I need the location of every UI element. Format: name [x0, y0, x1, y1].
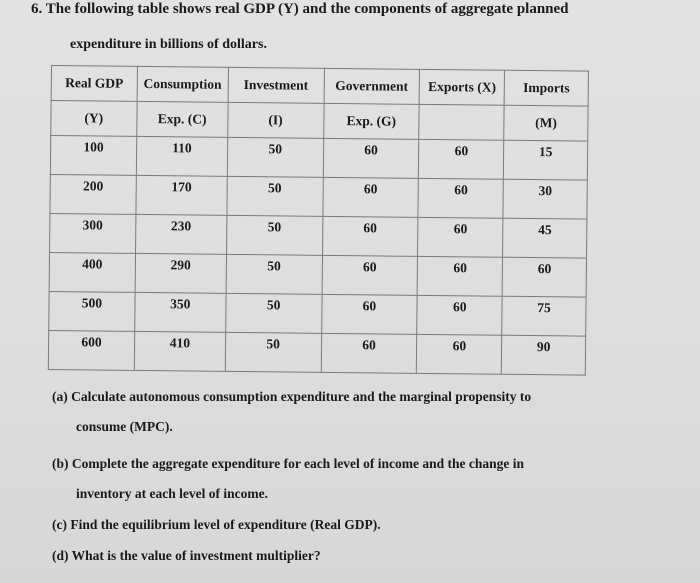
table-row — [50, 174, 587, 219]
cell-consumption: 410 — [134, 331, 225, 371]
table-row — [48, 330, 585, 375]
cell-imports: 45 — [503, 218, 587, 258]
cell-gdp: 300 — [50, 213, 136, 253]
cell-investment: 50 — [225, 293, 321, 333]
cell-imports: 90 — [502, 335, 586, 375]
part-b-line1: (b) Complete the aggregate expenditure for each level of income and the change in — [52, 456, 525, 471]
header-exports: Exports (X) — [419, 69, 504, 105]
cell-consumption: 170 — [136, 175, 227, 215]
header-imports: Imports — [504, 70, 588, 106]
part-a-line2: consume (MPC). — [76, 419, 173, 434]
cell-government: 60 — [322, 177, 418, 217]
table-row — [49, 252, 586, 297]
question-title-continued: expenditure in billions of dollars. — [70, 37, 267, 52]
question-title: 6. The following table shows real GDP (Y) and the components of aggregate planned — [31, 1, 569, 17]
cell-government: 60 — [322, 216, 418, 256]
cell-consumption: 350 — [135, 292, 226, 332]
table-row — [49, 291, 586, 336]
cell-gdp: 200 — [50, 174, 136, 214]
table-row — [50, 213, 587, 258]
cell-gdp: 500 — [49, 291, 135, 331]
cell-investment: 50 — [225, 332, 321, 372]
cell-gdp: 100 — [50, 136, 136, 176]
cell-exports: 60 — [418, 178, 503, 218]
cell-exports: 60 — [419, 139, 504, 179]
cell-exports: 60 — [417, 256, 502, 296]
part-c: (c) Find the equilibrium level of expenditure (Real GDP). — [52, 517, 381, 532]
header-sub-y: (Y) — [51, 101, 137, 137]
cell-imports: 75 — [502, 296, 586, 336]
cell-imports: 60 — [502, 257, 586, 297]
header-sub-g: Exp. (G) — [323, 103, 419, 139]
cell-investment: 50 — [226, 215, 322, 255]
part-a-line1: (a) Calculate autonomous consumption expenditure and the marginal propensity to — [52, 389, 532, 404]
cell-exports: 60 — [418, 217, 503, 257]
cell-gdp: 400 — [49, 252, 135, 292]
cell-government: 60 — [322, 255, 418, 295]
cell-government: 60 — [321, 294, 417, 334]
cell-consumption: 230 — [135, 214, 226, 254]
cell-consumption: 110 — [136, 136, 227, 176]
cell-consumption: 290 — [135, 253, 226, 293]
cell-government: 60 — [321, 333, 417, 373]
cell-exports: 60 — [417, 334, 502, 374]
header-government: Government — [324, 68, 420, 104]
cell-imports: 15 — [504, 140, 588, 180]
header-real-gdp: Real GDP — [51, 66, 137, 102]
header-investment: Investment — [228, 67, 324, 103]
header-sub-x — [419, 104, 504, 140]
cell-government: 60 — [323, 138, 419, 178]
part-b-line2: inventory at each level of income. — [76, 486, 268, 501]
cell-imports: 30 — [503, 179, 587, 219]
cell-investment: 50 — [227, 176, 323, 216]
cell-investment: 50 — [227, 137, 323, 177]
cell-gdp: 600 — [48, 330, 134, 370]
header-consumption: Consumption — [137, 66, 228, 102]
header-sub-m: (M) — [504, 105, 588, 141]
part-d: (d) What is the value of investment multiplier? — [52, 548, 321, 563]
table-row — [50, 136, 587, 181]
gdp-components-table — [48, 65, 589, 376]
header-sub-i: (I) — [227, 102, 323, 138]
header-sub-c: Exp. (C) — [137, 101, 228, 137]
cell-exports: 60 — [417, 295, 502, 335]
header-row-sub — [51, 101, 588, 142]
cell-investment: 50 — [226, 254, 322, 294]
header-row — [51, 66, 588, 107]
